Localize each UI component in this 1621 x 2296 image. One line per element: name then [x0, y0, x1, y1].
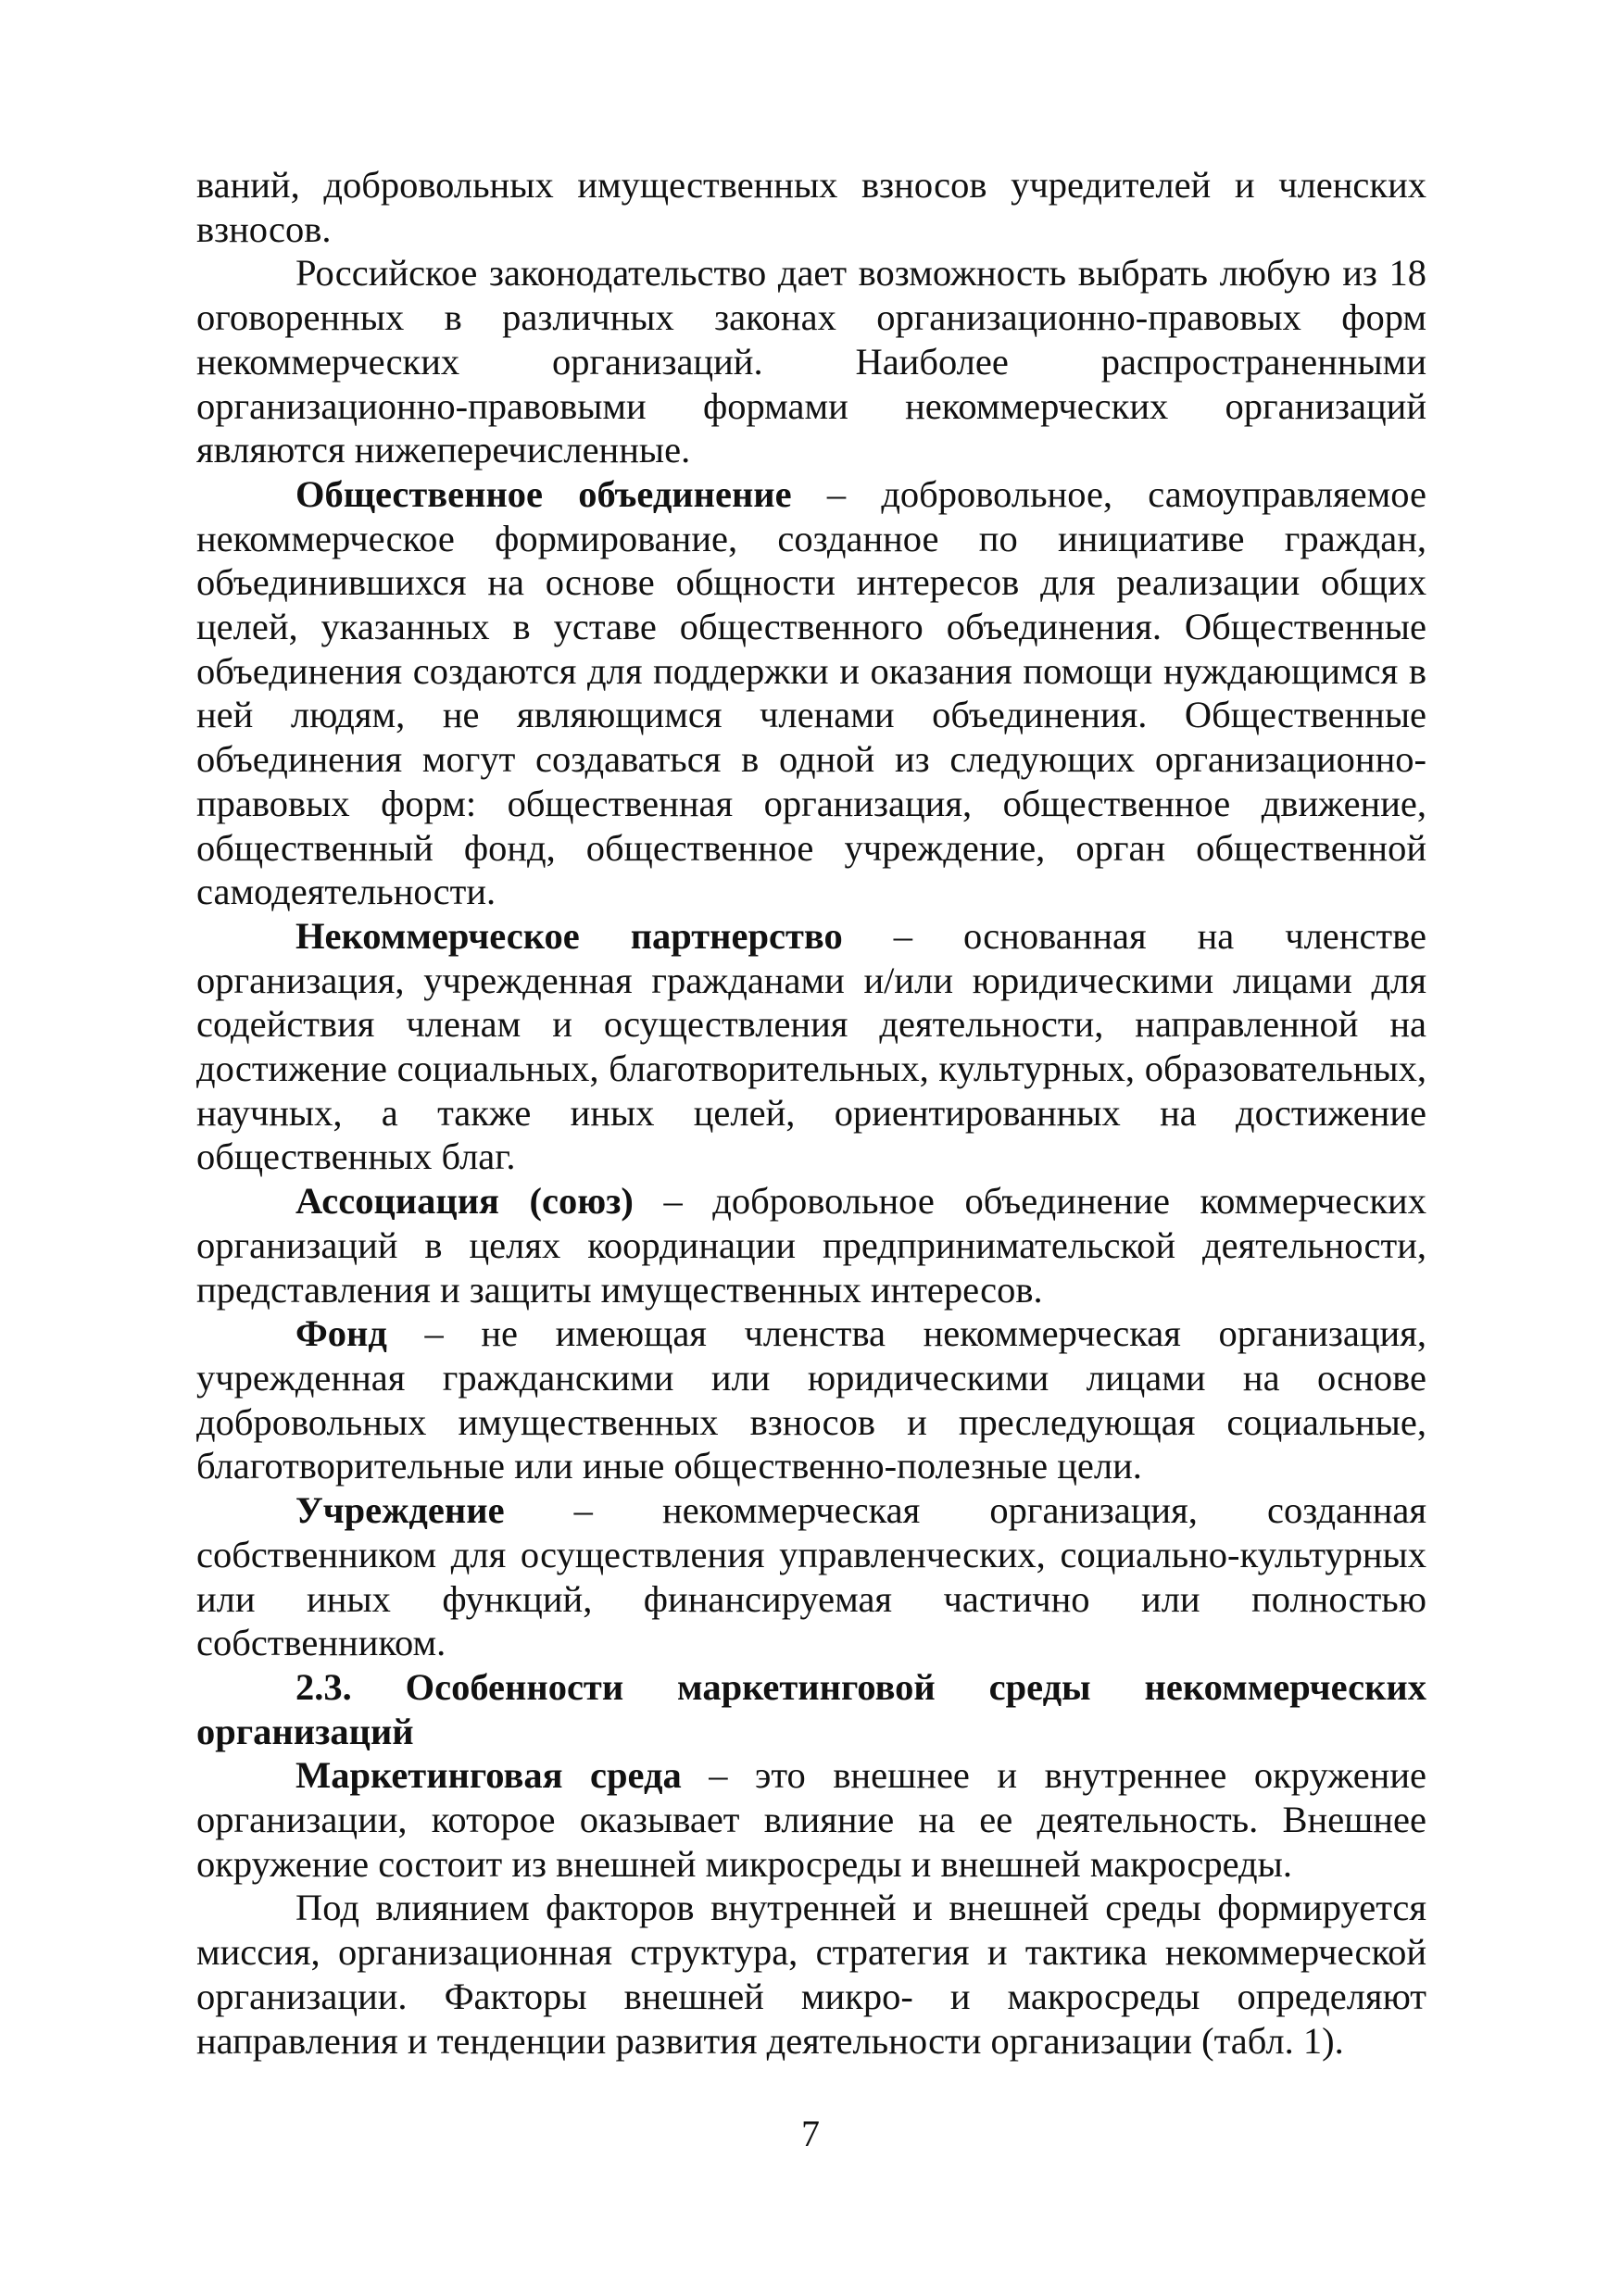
paragraph-text: – некоммерческая организация, созданная собственником для осуществления управленческих, социально-культурных или иных функций, финансируемая частично или полностью собственником.: [196, 1489, 1426, 1664]
paragraph-association: [196, 1179, 1426, 1311]
paragraph-text: – это внешнее и внутреннее окружение организации, которое оказывает влияние на ее деятельность. Внешнее окружение состоит из внешней микросреды и внешней макросреды.: [196, 1754, 1426, 1885]
paragraph-public-association: [196, 472, 1426, 914]
term-marketing-environment: Маркетинговая среда: [295, 1754, 682, 1797]
paragraph-environment-factors: [196, 1886, 1426, 2063]
paragraph-noncommercial-partnership: [196, 914, 1426, 1179]
paragraph-text: – добровольное объединение коммерческих организаций в целях координации предпринимательской деятельности, представления и защиты имущественных интересов.: [196, 1180, 1426, 1311]
paragraph-text: Под влиянием факторов внутренней и внешней среды формируется миссия, организационная структура, стратегия и тактика некоммерческой организации. Факторы внешней микро- и макросреды определяют направления и тенденции развития деятельности организации (табл. 1).: [196, 1887, 1426, 2062]
paragraph-text: Российское законодательство дает возможность выбрать любую из 18 оговоренных в различных законах организационно-правовых форм некоммерческих организаций. Наиболее распространенными организационно-правовыми формами некоммерческих организаций являются нижеперечисленные.: [196, 252, 1426, 471]
term-public-association: Общественное объединение: [295, 472, 792, 515]
paragraph-text: – основанная на членстве организация, учрежденная гражданами и/или юридическими лицами для содействия членам и осуществления деятельности, направленной на достижение социальных, благотворительных, культурных, образовательных, научных, а также иных целей, ориентированных на достижение общественных благ.: [196, 914, 1426, 1178]
paragraph-text: – не имеющая членства некоммерческая организация, учрежденная гражданскими или юридическими лицами на основе добровольных имущественных взносов и преследующая социальные, благотворительные или иные общественно-полезные цели.: [196, 1312, 1426, 1487]
paragraph-fund: [196, 1311, 1426, 1488]
continuation-paragraph: ваний, добровольных имущественных взносов учредителей и членских взносов.: [196, 164, 1426, 250]
term-noncommercial-partnership: Некоммерческое партнерство: [295, 914, 843, 957]
term-institution: Учреждение: [295, 1489, 505, 1532]
term-fund: Фонд: [295, 1312, 387, 1355]
section-heading: 2.3. Особенности маркетинговой среды некоммерческих организаций: [196, 1665, 1426, 1752]
paragraph-legislation: [196, 251, 1426, 472]
paragraph-text: – добровольное, самоуправляемое некоммерческое формирование, созданное по инициативе граждан, объединившихся на основе общности интересов для реализации общих целей, указанных в уставе общественного объединения. Общественные объединения создаются для поддержки и оказания помощи нуждающимся в ней людям, не являющимся членами объединения. Общественные объединения могут создаваться в одной из следующих организационно-правовых форм: общественная организация, общественное движение, общественный фонд, общественное учреждение, орган общественной самодеятельности.: [196, 472, 1426, 913]
body-text: [196, 163, 1426, 2063]
page-number: 7: [801, 2113, 820, 2154]
paragraph-marketing-environment: [196, 1753, 1426, 1886]
paragraph-institution: [196, 1488, 1426, 1665]
term-association: Ассоциация (союз): [295, 1180, 634, 1223]
